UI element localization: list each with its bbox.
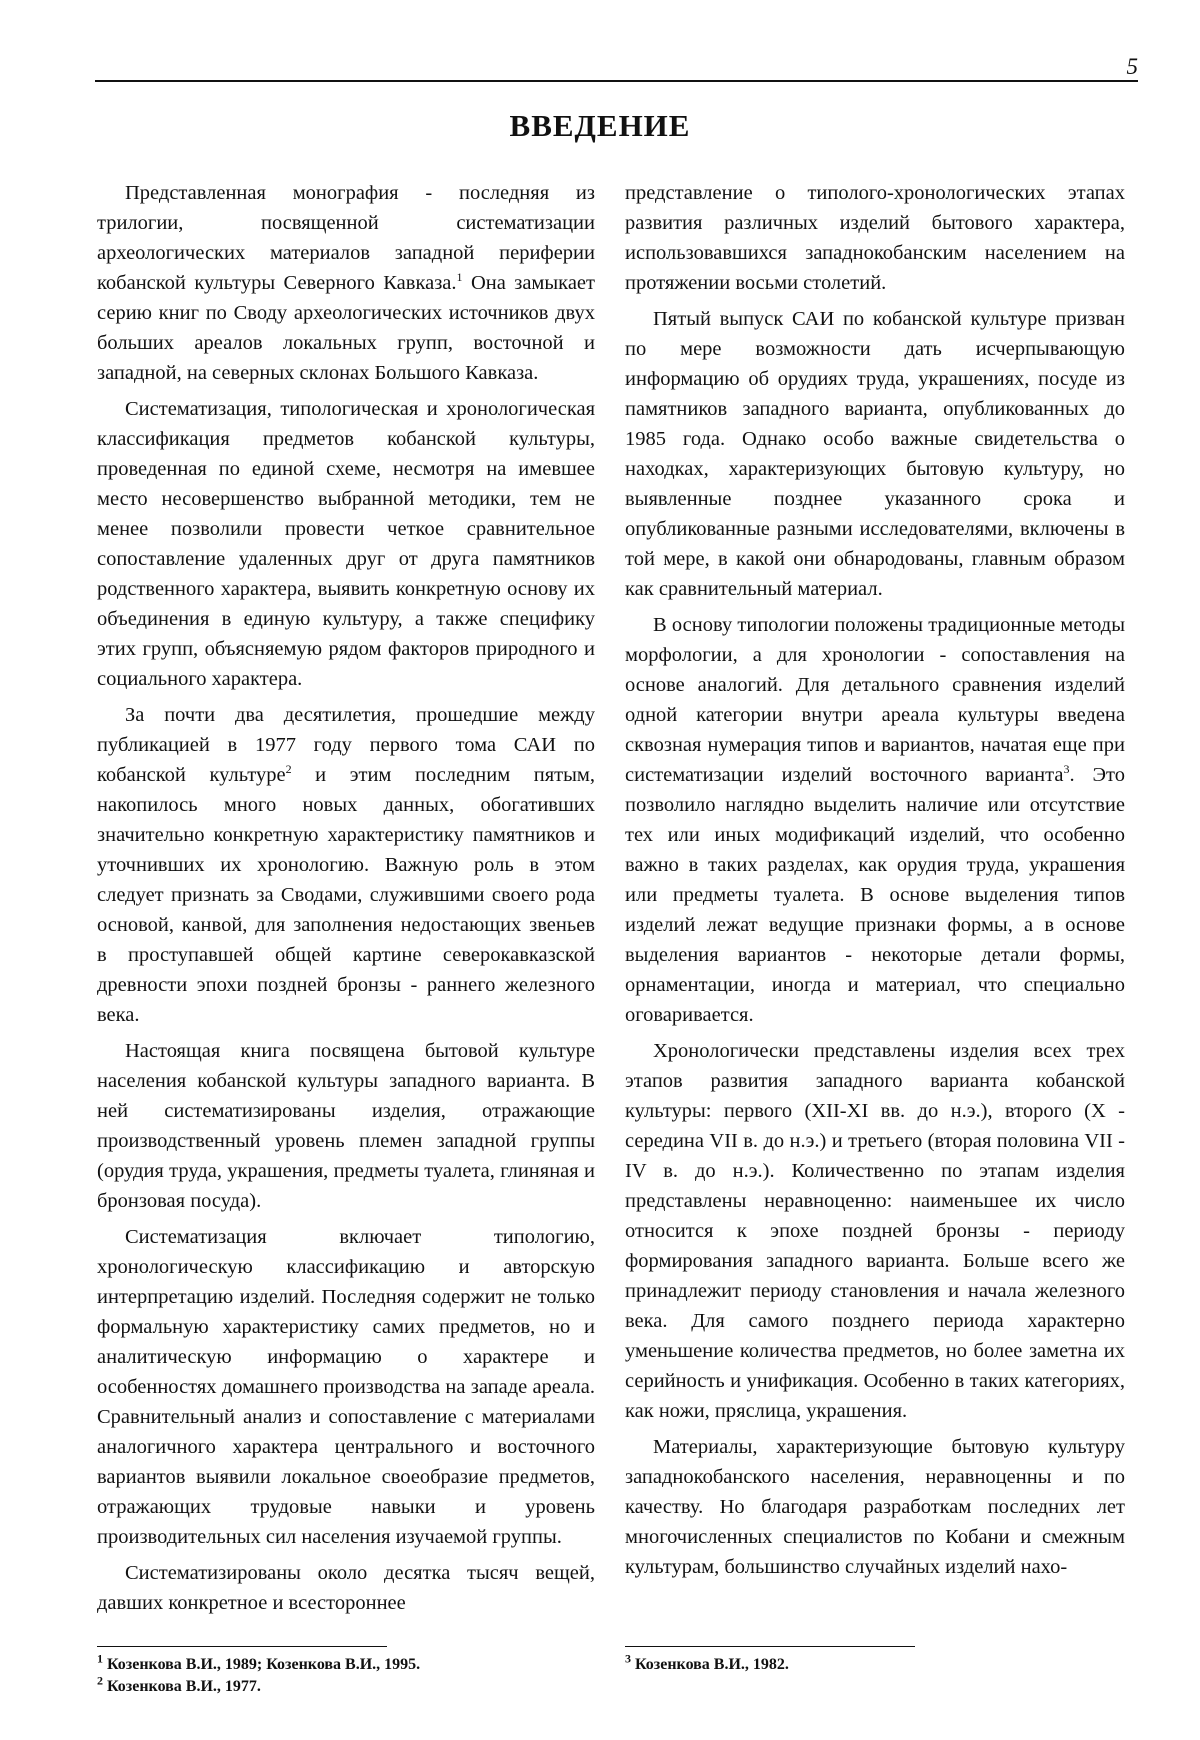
page-title: ВВЕДЕНИЕ [509,108,691,143]
footnote-rule [97,1646,387,1647]
footnote: $^1$ Козенкова В.И., 1989; Козенкова В.И., 1995. [97,1651,421,1673]
footnotes-right [625,1651,789,1676]
right-column [625,178,1125,1588]
footnote: $^3$ Козенкова В.И., 1982. [625,1651,789,1673]
paragraph: Систематизация, типологическая и хронологическая классификация предметов кобанской культуры, проведенная по единой схеме, несмотря на имевшее место несовершенство выбранной методики, тем не менее позволили провести четкое сравнительное сопоставление удаленных друг от друга памятников родственного характера, выявить конкретную основу их объединения в единую культуру, а также специфику этих групп, объясняемую рядом факторов природного и социального характера. [97,398,595,690]
paragraph: Настоящая книга посвящена бытовой культуре населения кобанской культуры западного варианта. В ней систематизированы изделия, отражающие производственный уровень племен западной группы (орудия труда, украшения, предметы туалета, глиняная и бронзовая посуда). [97,1040,595,1212]
footnote-ref[interactable]: 3 [1063,762,1070,777]
footnote: $^2$ Козенкова В.И., 1977. [97,1673,261,1695]
left-column [97,178,595,1624]
footnote-ref[interactable]: 1 [456,270,463,285]
header-rule [95,80,1138,82]
paragraph: Систематизация включает типологию, хронологическую классификацию и авторскую интерпретацию изделий. Последняя содержит не только формальную характеристику самих предметов, но и аналитическую информацию о характере и особенностях домашнего производства на западе ареала. Сравнительный анализ и сопоставление с материалами аналогичного характера центрального и восточного вариантов выявили локальное своеобразие предметов, отражающих трудовые навыки и уровень производительных сил населения изучаемой группы. [97,1226,595,1548]
paragraph: представление о типолого-хронологических этапах развития различных изделий бытового характера, использовавшихся западнокобанским населением на протяжении восьми столетий. [625,182,1125,294]
paragraph: Представленная монография - последняя из трилогии, посвященной систематизации археологических материалов западной периферии кобанской культуры Северного Кавказа.$^1$ Она замыкает серию книг по Своду археологических источников двух больших ареалов локальных групп, восточной и западной, на северных склонах Большого Кавказа. [97,182,595,384]
paragraph: В основу типологии положены традиционные методы морфологии, а для хронологии - сопоставления на основе аналогий. Для детального сравнения изделий одной категории внутри ареала культуры введена сквозная нумерация типов и вариантов, начатая еще при систематизации изделий восточного варианта$^3$. Это позволило наглядно выделить наличие или отсутствие тех или иных модификаций изделий, что особенно важно в таких разделах, как орудия труда, украшения или предметы туалета. В основе выделения типов изделий лежат ведущие признаки формы, а в основе выделения вариантов - некоторые детали формы, орнаментации, иногда и материал, что специально оговаривается. [625,614,1125,1026]
footnotes-left [97,1651,421,1698]
paragraph: Пятый выпуск САИ по кобанской культуре призван по мере возможности дать исчерпывающую информацию об орудиях труда, украшениях, посуде из памятников западного варианта, опубликованных до 1985 года. Однако особо важные свидетельства о находках, характеризующих бытовую культуру, но выявленные позднее указанного срока и опубликованные разными исследователями, включены в той мере, в какой они обнародованы, главным образом как сравнительный материал. [625,308,1125,600]
page-number: 5 [1126,54,1138,79]
footnote-rule [625,1646,915,1647]
paragraph: Хронологически представлены изделия всех трех этапов развития западного варианта кобанской культуры: первого (XII-XI вв. до н.э.), второго (Х - середина VII в. до н.э.) и третьего (вторая половина VII - IV в. до н.э.). Количественно по этапам изделия представлены неравноценно: наименьшее их число относится к эпохе поздней бронзы - периоду формирования западного варианта. Больше всего же принадлежит периоду становления и начала железного века. Для самого позднего периода характерно уменьшение количества предметов, но более заметна их серийность и унификация. Особенно в таких категориях, как ножи, пряслица, украшения. [625,1040,1125,1422]
paragraph: Материалы, характеризующие бытовую культуру западнокобанского населения, неравноценны и по качеству. Но благодаря разработкам последних лет многочисленных специалистов по Кобани и смежным культурам, большинство случайных изделий нахо- [625,1436,1125,1578]
paragraph: За почти два десятилетия, прошедшие между публикацией в 1977 году первого тома САИ по кобанской культуре$^2$ и этим последним пятым, накопилось много новых данных, обогативших значительно конкретную характеристику памятников и уточнивших их хронологию. Важную роль в этом следует признать за Сводами, служившими своего рода основой, канвой, для заполнения недостающих звеньев в проступавшей общей картине северокавказской древности эпохи поздней бронзы - раннего железного века. [97,704,596,1026]
paragraph: Систематизированы около десятка тысяч вещей, давших конкретное и всестороннее [97,1562,595,1614]
footnote-ref[interactable]: 2 [285,762,292,777]
